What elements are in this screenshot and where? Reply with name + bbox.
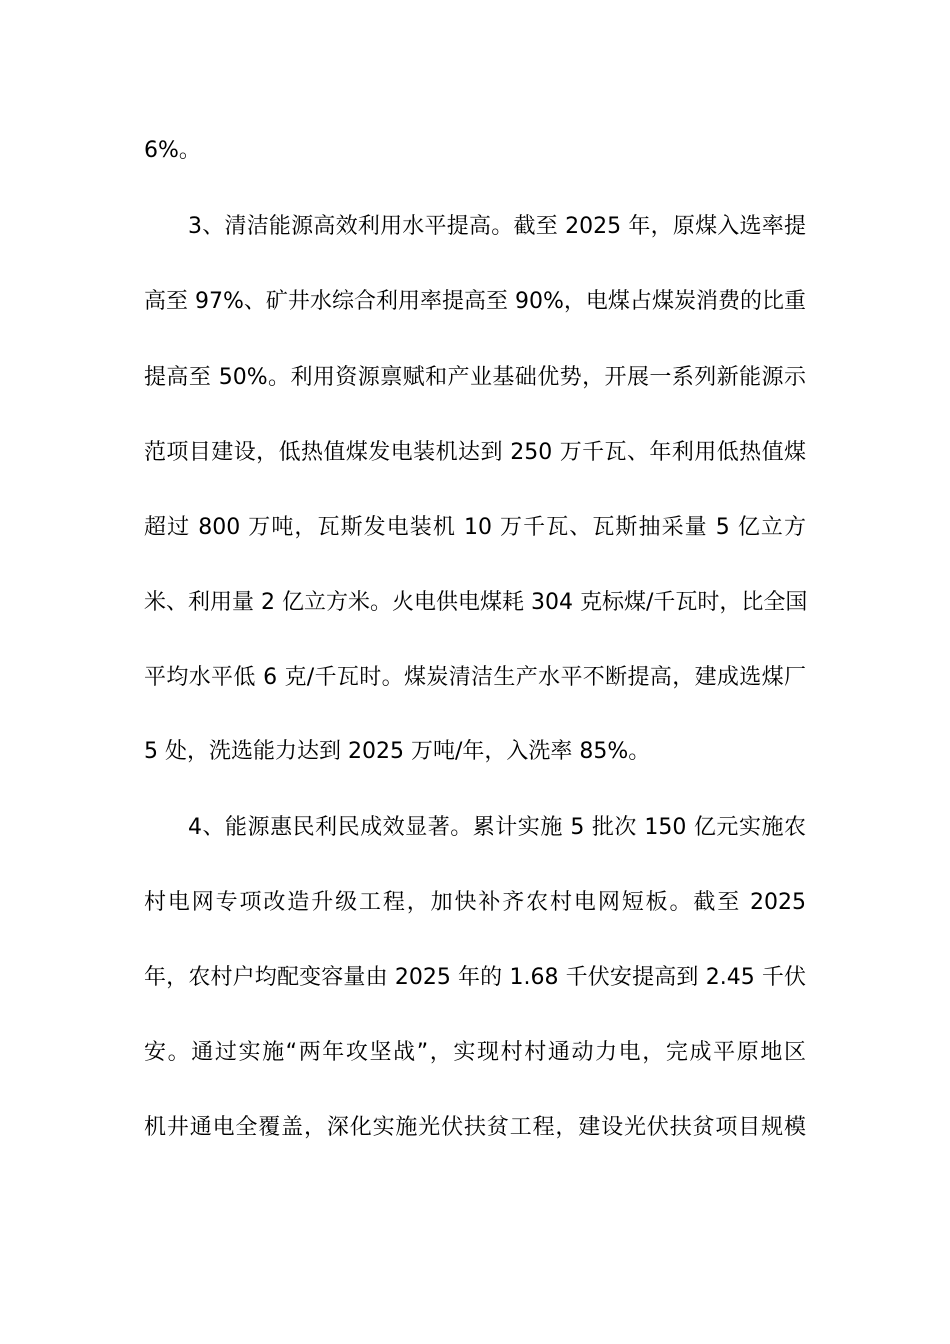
text-line-13: 安。通过实施“两年攻坚战”，实现村村通动力电，完成平原地区 [144, 1040, 806, 1065]
text-line-6: 超过 800 万吨，瓦斯发电装机 10 万千瓦、瓦斯抽采量 5 亿立方 [144, 515, 806, 540]
text-line-1: 6%。 [144, 138, 201, 163]
text-line-10: 4、能源惠民利民成效显著。累计实施 5 批次 150 亿元实施农 [188, 815, 806, 840]
text-line-2: 3、清洁能源高效利用水平提高。截至 2025 年，原煤入选率提 [188, 214, 806, 239]
text-line-5: 范项目建设，低热值煤发电装机达到 250 万千瓦、年利用低热值煤 [144, 440, 806, 465]
text-line-3: 高至 97%、矿井水综合利用率提高至 90%，电煤占煤炭消费的比重 [144, 289, 806, 314]
text-line-12: 年，农村户均配变容量由 2025 年的 1.68 千伏安提高到 2.45 千伏 [144, 965, 806, 990]
text-line-8: 平均水平低 6 克/千瓦时。煤炭清洁生产水平不断提高，建成选煤厂 [144, 665, 806, 690]
text-line-11: 村电网专项改造升级工程，加快补齐农村电网短板。截至 2025 [144, 890, 806, 915]
text-line-14: 机井通电全覆盖，深化实施光伏扶贫工程，建设光伏扶贫项目规模 [144, 1115, 806, 1140]
text-line-4: 提高至 50%。利用资源禀赋和产业基础优势，开展一系列新能源示 [144, 365, 806, 390]
text-line-9: 5 处，洗选能力达到 2025 万吨/年，入洗率 85%。 [144, 739, 651, 764]
text-line-7: 米、利用量 2 亿立方米。火电供电煤耗 304 克标煤/千瓦时，比全国 [144, 590, 808, 615]
